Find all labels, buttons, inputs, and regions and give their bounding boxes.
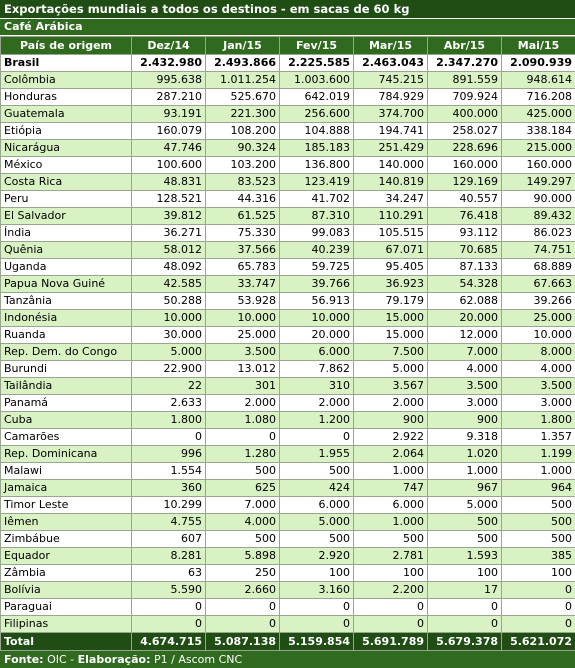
value-cell: 128.521 (132, 191, 206, 208)
value-cell: 34.247 (354, 191, 428, 208)
value-cell: 891.559 (428, 72, 502, 89)
value-cell: 56.913 (280, 293, 354, 310)
table-row (1, 582, 575, 599)
value-cell: 967 (428, 480, 502, 497)
value-cell: 20.000 (428, 310, 502, 327)
value-cell: 3.160 (280, 582, 354, 599)
value-cell: 33.747 (206, 276, 280, 293)
country-cell: Panamá (1, 395, 132, 412)
value-cell: 4.000 (206, 514, 280, 531)
value-cell: 140.819 (354, 174, 428, 191)
value-cell: 47.746 (132, 140, 206, 157)
country-cell: Índia (1, 225, 132, 242)
report-title: Exportações mundiais a todos os destinos - em sacas de 60 kg (0, 0, 575, 19)
value-cell: 250 (206, 565, 280, 582)
value-cell: 39.266 (502, 293, 575, 310)
value-cell: 0 (280, 599, 354, 616)
value-cell: 424 (280, 480, 354, 497)
value-cell: 48.831 (132, 174, 206, 191)
value-cell: 8.281 (132, 548, 206, 565)
value-cell: 10.000 (280, 310, 354, 327)
table-row (1, 174, 575, 191)
table-row (1, 497, 575, 514)
value-cell: 95.405 (354, 259, 428, 276)
value-cell: 40.557 (428, 191, 502, 208)
table-row (1, 123, 575, 140)
country-cell: Colômbia (1, 72, 132, 89)
value-cell: 995.638 (132, 72, 206, 89)
table-row (1, 191, 575, 208)
value-cell: 2.922 (354, 429, 428, 446)
value-cell: 6.000 (280, 497, 354, 514)
country-cell: Papua Nova Guiné (1, 276, 132, 293)
value-cell: 0 (132, 599, 206, 616)
country-cell: Paraguai (1, 599, 132, 616)
country-cell: Brasil (1, 55, 132, 72)
value-cell: 74.751 (502, 242, 575, 259)
value-cell: 8.000 (502, 344, 575, 361)
value-cell: 258.027 (428, 123, 502, 140)
value-cell: 1.000 (354, 514, 428, 531)
value-cell: 3.567 (354, 378, 428, 395)
value-cell: 4.000 (428, 361, 502, 378)
value-cell: 2.493.866 (206, 55, 280, 72)
value-cell: 54.328 (428, 276, 502, 293)
value-cell: 0 (428, 616, 502, 633)
value-cell: 0 (502, 616, 575, 633)
value-cell: 30.000 (132, 327, 206, 344)
value-cell: 5.000 (354, 361, 428, 378)
value-cell: 93.112 (428, 225, 502, 242)
value-cell: 59.725 (280, 259, 354, 276)
value-cell: 500 (354, 531, 428, 548)
value-cell: 625 (206, 480, 280, 497)
value-cell: 3.000 (428, 395, 502, 412)
table-row (1, 72, 575, 89)
value-cell: 716.208 (502, 89, 575, 106)
value-cell: 1.003.600 (280, 72, 354, 89)
value-cell: 25.000 (502, 310, 575, 327)
value-cell: 642.019 (280, 89, 354, 106)
value-cell: 500 (428, 531, 502, 548)
table-body (1, 55, 575, 651)
table-row (1, 429, 575, 446)
value-cell: 0 (354, 599, 428, 616)
value-cell: 500 (280, 531, 354, 548)
country-cell: El Salvador (1, 208, 132, 225)
country-cell: Tailândia (1, 378, 132, 395)
value-cell: 215.000 (502, 140, 575, 157)
value-cell: 99.083 (280, 225, 354, 242)
value-cell: 100 (502, 565, 575, 582)
value-cell: 15.000 (354, 327, 428, 344)
value-cell: 90.324 (206, 140, 280, 157)
value-cell: 5.679.378 (428, 633, 502, 651)
country-cell: Rep. Dominicana (1, 446, 132, 463)
column-header-month: Abr/15 (428, 37, 502, 55)
table-row (1, 106, 575, 123)
country-cell: Uganda (1, 259, 132, 276)
value-cell: 2.200 (354, 582, 428, 599)
value-cell: 1.800 (132, 412, 206, 429)
column-header-month: Jan/15 (206, 37, 280, 55)
value-cell: 104.888 (280, 123, 354, 140)
value-cell: 2.781 (354, 548, 428, 565)
country-cell: Honduras (1, 89, 132, 106)
value-cell: 123.419 (280, 174, 354, 191)
value-cell: 86.023 (502, 225, 575, 242)
value-cell: 2.660 (206, 582, 280, 599)
value-cell: 62.088 (428, 293, 502, 310)
header-row (1, 37, 575, 55)
value-cell: 25.000 (206, 327, 280, 344)
value-cell: 20.000 (280, 327, 354, 344)
table-row (1, 208, 575, 225)
country-cell: Zimbábue (1, 531, 132, 548)
value-cell: 2.000 (354, 395, 428, 412)
value-cell: 36.271 (132, 225, 206, 242)
table-row (1, 446, 575, 463)
value-cell: 500 (428, 514, 502, 531)
table-row (1, 514, 575, 531)
value-cell: 2.633 (132, 395, 206, 412)
value-cell: 784.929 (354, 89, 428, 106)
country-cell: Filipinas (1, 616, 132, 633)
value-cell: 747 (354, 480, 428, 497)
value-cell: 948.614 (502, 72, 575, 89)
value-cell: 6.000 (354, 497, 428, 514)
value-cell: 374.700 (354, 106, 428, 123)
value-cell: 22 (132, 378, 206, 395)
value-cell: 39.812 (132, 208, 206, 225)
country-cell: Malawi (1, 463, 132, 480)
value-cell: 149.297 (502, 174, 575, 191)
value-cell: 0 (132, 429, 206, 446)
value-cell: 301 (206, 378, 280, 395)
value-cell: 1.955 (280, 446, 354, 463)
value-cell: 500 (206, 463, 280, 480)
value-cell: 108.200 (206, 123, 280, 140)
value-cell: 425.000 (502, 106, 575, 123)
country-cell: Guatemala (1, 106, 132, 123)
value-cell: 2.090.939 (502, 55, 575, 72)
value-cell: 105.515 (354, 225, 428, 242)
value-cell: 5.000 (428, 497, 502, 514)
footer-source-label: Fonte: (4, 653, 44, 666)
value-cell: 2.463.043 (354, 55, 428, 72)
value-cell: 2.347.270 (428, 55, 502, 72)
value-cell: 900 (354, 412, 428, 429)
value-cell: 0 (280, 616, 354, 633)
value-cell: 251.429 (354, 140, 428, 157)
country-cell: Total (1, 633, 132, 651)
value-cell: 39.766 (280, 276, 354, 293)
value-cell: 58.012 (132, 242, 206, 259)
value-cell: 500 (502, 497, 575, 514)
value-cell: 79.179 (354, 293, 428, 310)
value-cell: 63 (132, 565, 206, 582)
value-cell: 0 (354, 616, 428, 633)
value-cell: 100 (354, 565, 428, 582)
value-cell: 2.000 (280, 395, 354, 412)
value-cell: 996 (132, 446, 206, 463)
value-cell: 1.593 (428, 548, 502, 565)
value-cell: 100.600 (132, 157, 206, 174)
country-cell: Indonésia (1, 310, 132, 327)
value-cell: 7.500 (354, 344, 428, 361)
value-cell: 36.923 (354, 276, 428, 293)
table-row (1, 616, 575, 633)
value-cell: 83.523 (206, 174, 280, 191)
value-cell: 0 (502, 599, 575, 616)
value-cell: 1.200 (280, 412, 354, 429)
country-cell: Jamaica (1, 480, 132, 497)
table-row (1, 412, 575, 429)
value-cell: 5.590 (132, 582, 206, 599)
country-cell: Burundi (1, 361, 132, 378)
country-cell: Peru (1, 191, 132, 208)
value-cell: 5.159.854 (280, 633, 354, 651)
country-cell: Camarões (1, 429, 132, 446)
value-cell: 2.000 (206, 395, 280, 412)
value-cell: 4.674.715 (132, 633, 206, 651)
value-cell: 68.889 (502, 259, 575, 276)
value-cell: 90.000 (502, 191, 575, 208)
value-cell: 1.080 (206, 412, 280, 429)
table-row (1, 225, 575, 242)
value-cell: 709.924 (428, 89, 502, 106)
table-row (1, 463, 575, 480)
value-cell: 400.000 (428, 106, 502, 123)
column-header-month: Mai/15 (502, 37, 575, 55)
value-cell: 256.600 (280, 106, 354, 123)
country-cell: México (1, 157, 132, 174)
value-cell: 607 (132, 531, 206, 548)
value-cell: 500 (502, 514, 575, 531)
value-cell: 385 (502, 548, 575, 565)
value-cell: 0 (280, 429, 354, 446)
value-cell: 1.011.254 (206, 72, 280, 89)
value-cell: 7.862 (280, 361, 354, 378)
value-cell: 87.133 (428, 259, 502, 276)
table-row (1, 361, 575, 378)
table-row (1, 599, 575, 616)
value-cell: 93.191 (132, 106, 206, 123)
country-cell: Quênia (1, 242, 132, 259)
value-cell: 76.418 (428, 208, 502, 225)
country-cell: Nicarágua (1, 140, 132, 157)
value-cell: 1.000 (354, 463, 428, 480)
table-row (1, 327, 575, 344)
table-row-brasil (1, 55, 575, 72)
value-cell: 2.225.585 (280, 55, 354, 72)
value-cell: 9.318 (428, 429, 502, 446)
value-cell: 5.000 (280, 514, 354, 531)
value-cell: 5.087.138 (206, 633, 280, 651)
value-cell: 0 (502, 582, 575, 599)
value-cell: 4.000 (502, 361, 575, 378)
table-row (1, 548, 575, 565)
value-cell: 2.432.980 (132, 55, 206, 72)
value-cell: 12.000 (428, 327, 502, 344)
value-cell: 5.898 (206, 548, 280, 565)
value-cell: 6.000 (280, 344, 354, 361)
country-cell: Ruanda (1, 327, 132, 344)
value-cell: 2.064 (354, 446, 428, 463)
table-row (1, 89, 575, 106)
value-cell: 0 (206, 599, 280, 616)
value-cell: 136.800 (280, 157, 354, 174)
value-cell: 70.685 (428, 242, 502, 259)
value-cell: 10.299 (132, 497, 206, 514)
country-cell: Timor Leste (1, 497, 132, 514)
value-cell: 22.900 (132, 361, 206, 378)
value-cell: 42.585 (132, 276, 206, 293)
value-cell: 67.663 (502, 276, 575, 293)
column-header-month: Dez/14 (132, 37, 206, 55)
value-cell: 185.183 (280, 140, 354, 157)
value-cell: 44.316 (206, 191, 280, 208)
column-header-country: País de origem (1, 37, 132, 55)
table-row (1, 140, 575, 157)
table-row (1, 480, 575, 497)
value-cell: 37.566 (206, 242, 280, 259)
footer (0, 651, 575, 668)
footer-elaboration-text: P1 / Ascom CNC (151, 653, 243, 666)
value-cell: 500 (280, 463, 354, 480)
value-cell: 160.079 (132, 123, 206, 140)
value-cell: 160.000 (502, 157, 575, 174)
country-cell: Bolívia (1, 582, 132, 599)
footer-elaboration-label: Elaboração: (78, 653, 151, 666)
table-row (1, 395, 575, 412)
country-cell: Zâmbia (1, 565, 132, 582)
value-cell: 525.670 (206, 89, 280, 106)
country-cell: Costa Rica (1, 174, 132, 191)
value-cell: 0 (206, 429, 280, 446)
value-cell: 89.432 (502, 208, 575, 225)
table-row (1, 259, 575, 276)
value-cell: 3.000 (502, 395, 575, 412)
value-cell: 7.000 (428, 344, 502, 361)
value-cell: 1.800 (502, 412, 575, 429)
value-cell: 13.012 (206, 361, 280, 378)
value-cell: 75.330 (206, 225, 280, 242)
value-cell: 110.291 (354, 208, 428, 225)
value-cell: 1.000 (428, 463, 502, 480)
exports-table (0, 36, 575, 651)
table-row (1, 310, 575, 327)
value-cell: 5.691.789 (354, 633, 428, 651)
table-row (1, 157, 575, 174)
table-row (1, 276, 575, 293)
value-cell: 7.000 (206, 497, 280, 514)
table-row (1, 565, 575, 582)
value-cell: 310 (280, 378, 354, 395)
country-cell: Tanzânia (1, 293, 132, 310)
value-cell: 228.696 (428, 140, 502, 157)
value-cell: 500 (502, 531, 575, 548)
value-cell: 67.071 (354, 242, 428, 259)
value-cell: 15.000 (354, 310, 428, 327)
value-cell: 160.000 (428, 157, 502, 174)
value-cell: 129.169 (428, 174, 502, 191)
footer-source-text: OIC - (44, 653, 78, 666)
value-cell: 100 (428, 565, 502, 582)
value-cell: 338.184 (502, 123, 575, 140)
value-cell: 10.000 (502, 327, 575, 344)
value-cell: 360 (132, 480, 206, 497)
table-row (1, 531, 575, 548)
value-cell: 53.928 (206, 293, 280, 310)
table-row (1, 242, 575, 259)
value-cell: 1.280 (206, 446, 280, 463)
value-cell: 1.000 (502, 463, 575, 480)
value-cell: 2.920 (280, 548, 354, 565)
value-cell: 194.741 (354, 123, 428, 140)
value-cell: 964 (502, 480, 575, 497)
value-cell: 65.783 (206, 259, 280, 276)
value-cell: 1.357 (502, 429, 575, 446)
value-cell: 3.500 (428, 378, 502, 395)
value-cell: 100 (280, 565, 354, 582)
country-cell: Cuba (1, 412, 132, 429)
value-cell: 900 (428, 412, 502, 429)
value-cell: 10.000 (206, 310, 280, 327)
column-header-month: Fev/15 (280, 37, 354, 55)
value-cell: 1.554 (132, 463, 206, 480)
value-cell: 5.000 (132, 344, 206, 361)
table-row-total (1, 633, 575, 651)
value-cell: 50.288 (132, 293, 206, 310)
country-cell: Iêmen (1, 514, 132, 531)
value-cell: 745.215 (354, 72, 428, 89)
value-cell: 87.310 (280, 208, 354, 225)
value-cell: 1.199 (502, 446, 575, 463)
value-cell: 4.755 (132, 514, 206, 531)
value-cell: 287.210 (132, 89, 206, 106)
value-cell: 0 (428, 599, 502, 616)
value-cell: 3.500 (206, 344, 280, 361)
value-cell: 500 (206, 531, 280, 548)
country-cell: Rep. Dem. do Congo (1, 344, 132, 361)
report-subtitle: Café Arábica (0, 19, 575, 36)
value-cell: 103.200 (206, 157, 280, 174)
value-cell: 3.500 (502, 378, 575, 395)
value-cell: 41.702 (280, 191, 354, 208)
value-cell: 140.000 (354, 157, 428, 174)
country-cell: Equador (1, 548, 132, 565)
table-row (1, 344, 575, 361)
table-row (1, 293, 575, 310)
column-header-month: Mar/15 (354, 37, 428, 55)
table-row (1, 378, 575, 395)
country-cell: Etiópia (1, 123, 132, 140)
value-cell: 10.000 (132, 310, 206, 327)
value-cell: 17 (428, 582, 502, 599)
value-cell: 40.239 (280, 242, 354, 259)
value-cell: 61.525 (206, 208, 280, 225)
value-cell: 0 (132, 616, 206, 633)
value-cell: 221.300 (206, 106, 280, 123)
value-cell: 0 (206, 616, 280, 633)
value-cell: 5.621.072 (502, 633, 575, 651)
value-cell: 48.092 (132, 259, 206, 276)
value-cell: 1.020 (428, 446, 502, 463)
